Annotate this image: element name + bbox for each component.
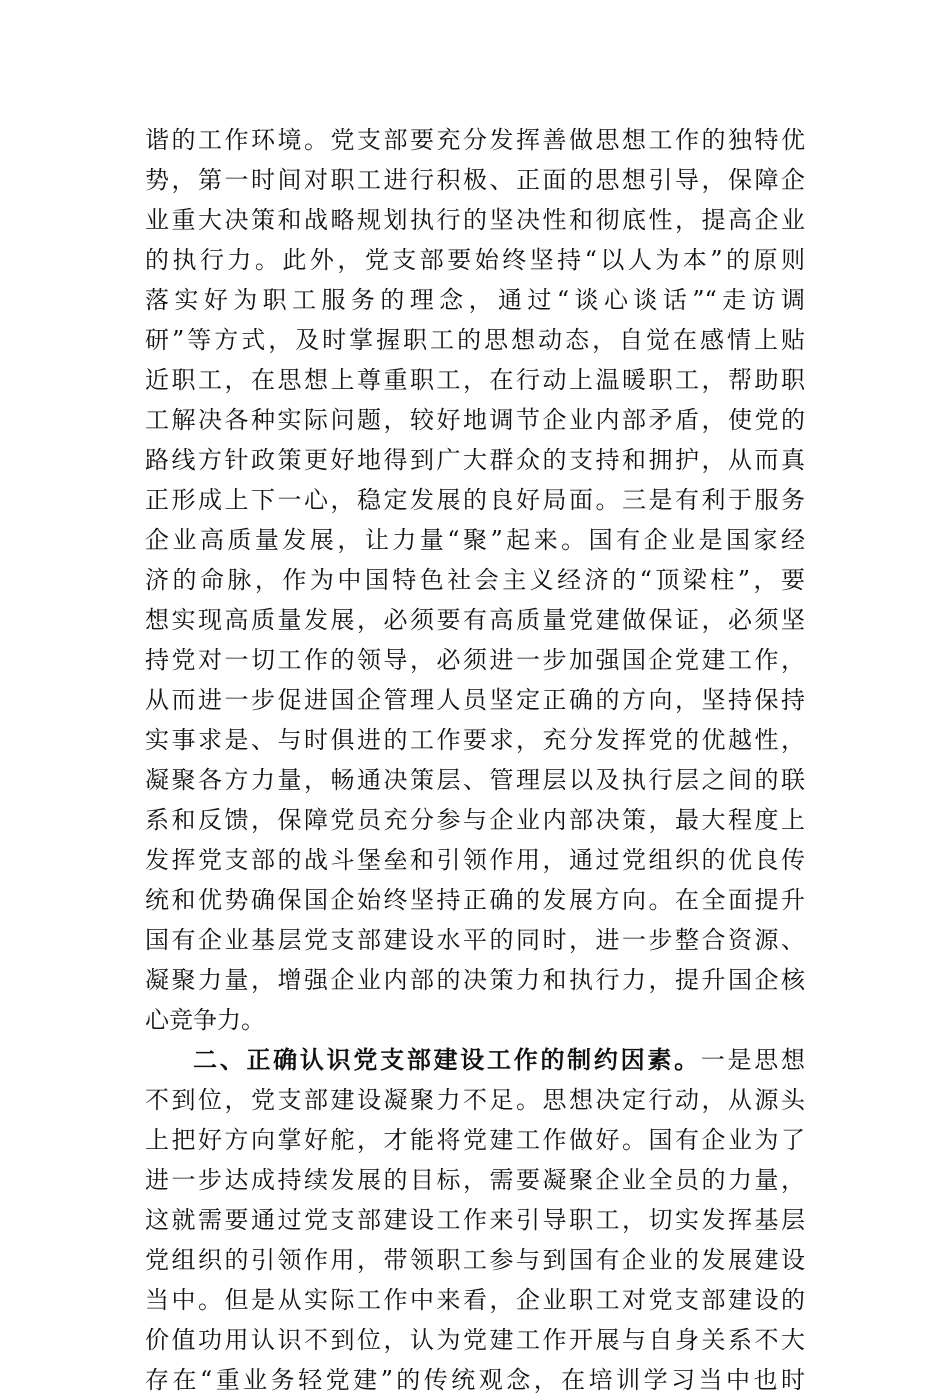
text-line: 研”等方式，及时掌握职工的思想动态，自觉在感情上贴 — [145, 326, 805, 354]
text-line: 实事求是、与时俱进的工作要求，充分发挥党的优越性， — [145, 726, 805, 754]
text-line: 正形成上下一心，稳定发展的良好局面。三是有利于服务 — [145, 486, 805, 514]
text-line: 凝聚各方力量，畅通决策层、管理层以及执行层之间的联 — [145, 766, 805, 794]
text-line: 业重大决策和战略规划执行的坚决性和彻底性，提高企业 — [145, 206, 805, 234]
text-line: 凝聚力量，增强企业内部的决策力和执行力，提升国企核 — [145, 966, 805, 994]
text-line: 心竞争力。 — [145, 1006, 265, 1034]
text-line: 势，第一时间对职工进行积极、正面的思想引导，保障企 — [145, 166, 805, 194]
text-line: 持党对一切工作的领导，必须进一步加强国企党建工作， — [145, 646, 805, 674]
text-line: 谐的工作环境。党支部要充分发挥善做思想工作的独特优 — [145, 126, 805, 154]
text-line: 不到位，党支部建设凝聚力不足。思想决定行动，从源头 — [145, 1086, 805, 1114]
text-line: 近职工，在思想上尊重职工，在行动上温暖职工，帮助职 — [145, 366, 805, 394]
text-line: 发挥党支部的战斗堡垒和引领作用，通过党组织的优良传 — [145, 846, 805, 874]
paragraph-continuation — [145, 120, 805, 1040]
text-line: 价值功用认识不到位，认为党建工作开展与自身关系不大 — [145, 1326, 805, 1354]
text-line: 党组织的引领作用，带领职工参与到国有企业的发展建设 — [145, 1246, 805, 1274]
section-heading-rest: 一是思想 — [700, 1046, 805, 1074]
text-line: 系和反馈，保障党员充分参与企业内部决策，最大程度上 — [145, 806, 805, 834]
text-line: 济的命脉，作为中国特色社会主义经济的“顶梁柱”，要 — [145, 566, 805, 594]
text-line: 企业高质量发展，让力量“聚”起来。国有企业是国家经 — [145, 526, 805, 554]
text-line: 的执行力。此外，党支部要始终坚持“以人为本”的原则 — [145, 246, 805, 274]
text-line: 统和优势确保国企始终坚持正确的发展方向。在全面提升 — [145, 886, 805, 914]
text-line: 国有企业基层党支部建设水平的同时，进一步整合资源、 — [145, 926, 805, 954]
text-line: 这就需要通过党支部建设工作来引导职工，切实发挥基层 — [145, 1206, 805, 1234]
text-line: 当中。但是从实际工作中来看，企业职工对党支部建设的 — [145, 1286, 805, 1314]
section-heading: 二、正确认识党支部建设工作的制约因素。 — [193, 1045, 701, 1074]
text-line: 落实好为职工服务的理念，通过“谈心谈话”“走访调 — [145, 286, 805, 314]
text-line: 存在“重业务轻党建”的传统观念，在培训学习当中也时 — [145, 1366, 805, 1394]
section-heading-line — [145, 1040, 805, 1080]
text-line: 工解决各种实际问题，较好地调节企业内部矛盾，使党的 — [145, 406, 805, 434]
text-line: 从而进一步促进国企管理人员坚定正确的方向，坚持保持 — [145, 686, 805, 714]
section-two-paragraph — [145, 1040, 805, 1400]
text-line: 进一步达成持续发展的目标，需要凝聚企业全员的力量， — [145, 1166, 805, 1194]
text-line: 想实现高质量发展，必须要有高质量党建做保证，必须坚 — [145, 606, 805, 634]
text-line: 上把好方向掌好舵，才能将党建工作做好。国有企业为了 — [145, 1126, 805, 1154]
text-line: 路线方针政策更好地得到广大群众的支持和拥护，从而真 — [145, 446, 805, 474]
